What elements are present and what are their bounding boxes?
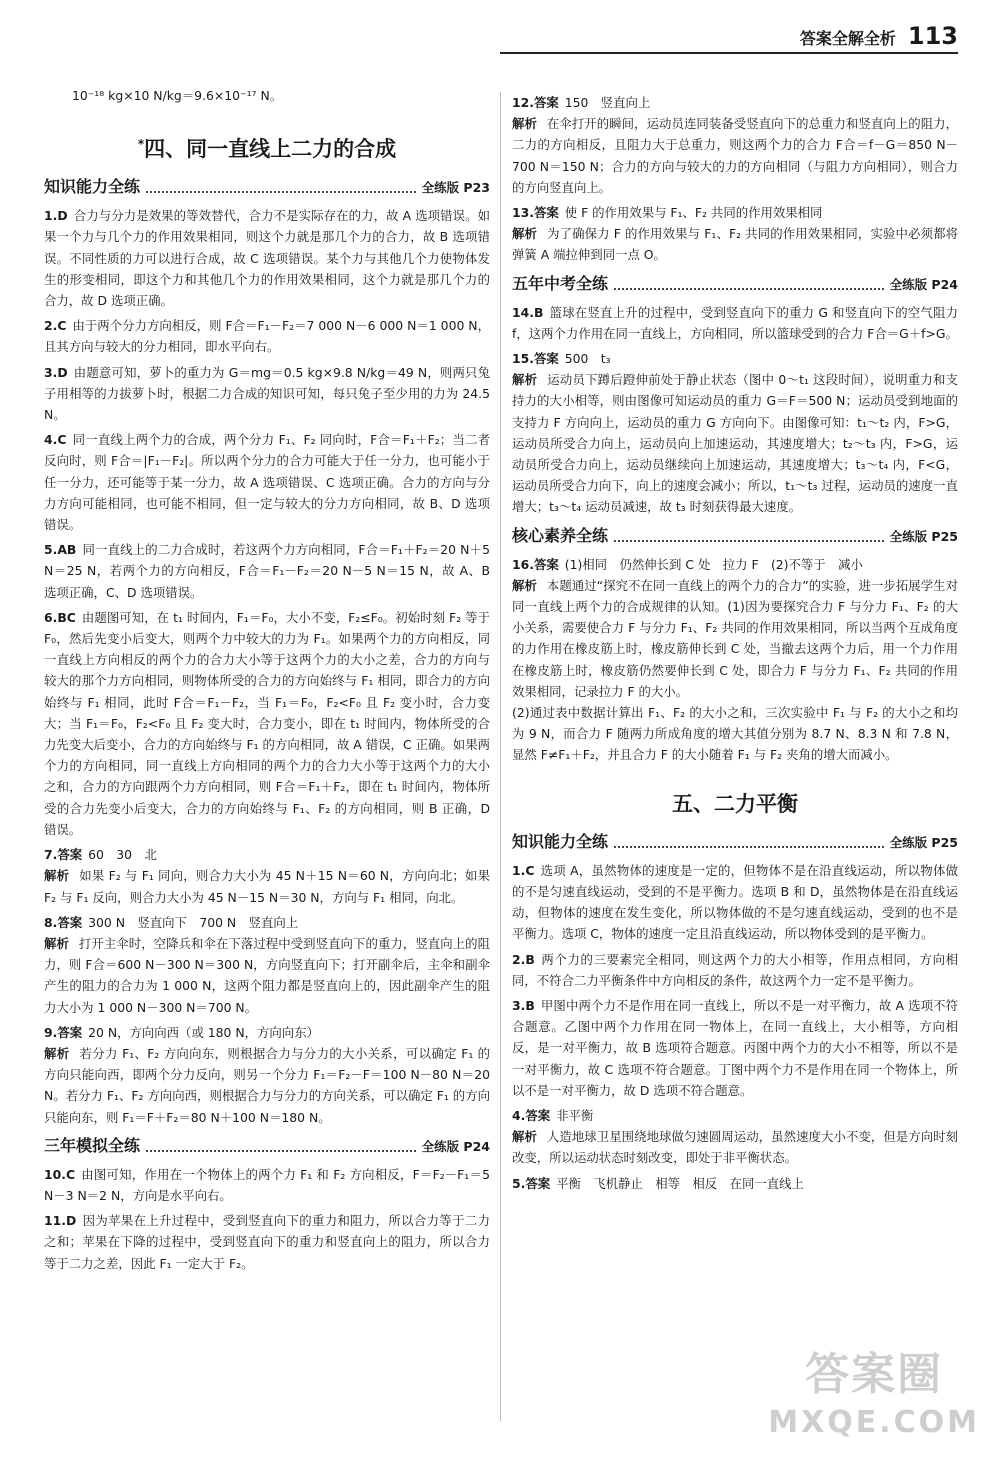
analysis-13 (512, 223, 958, 265)
question-number: 4.C (44, 432, 67, 448)
question-number: 10.C (44, 1166, 76, 1182)
answer-text: (1)相同 仍然伸长到 C 处 拉力 F (2)不等于 减小 (564, 556, 863, 572)
section-tag: 全练版 P24 (421, 1138, 490, 1154)
question-number: 2.C (44, 318, 67, 334)
analysis-label: 解析 (512, 372, 538, 388)
question-number: 5.AB (44, 542, 77, 558)
analysis-7 (44, 865, 490, 907)
question-number: 1.D (44, 208, 68, 224)
analysis-text: 人造地球卫星围绕地球做匀速圆周运动，虽然速度大小不变，但是方向时刻改变，所以运动状态时刻改变，即处于非平衡状态。 (512, 1129, 959, 1166)
answer-label: 4.答案 (512, 1107, 551, 1123)
answer-label: 8.答案 (44, 914, 83, 930)
watermark-line1: 答案圈 (805, 1349, 944, 1400)
answer-7 (44, 844, 490, 865)
analysis-9 (44, 1043, 490, 1128)
section-title: 知识能力全练 (44, 177, 141, 197)
section-title: 知识能力全练 (512, 831, 609, 851)
question-5 (44, 539, 490, 603)
answer-12 (512, 92, 958, 113)
answer-16 (512, 554, 958, 575)
answer-r4 (512, 1105, 958, 1126)
analysis-text: 为了确保力 F 的作用效果与 F₁、F₂ 共同的作用效果相同，实验中必须都将弹簧 A 端拉伸到同一点 O。 (512, 226, 958, 263)
section-header (44, 175, 490, 199)
question-r3 (512, 995, 958, 1101)
continued-line: 10⁻¹⁸ kg×10 N/kg＝9.6×10⁻¹⁷ N。 (72, 88, 283, 103)
chapter-title-5: 五、二力平衡 (672, 791, 798, 816)
question-text: 由题意可知，萝卜的重力为 G＝mg＝0.5 kg×9.8 N/kg＝49 N，则两只兔子用相等的力拔萝卜时，根据二力合成的知识可知，每只兔子至少用的力为 24.5 N。 (44, 364, 490, 423)
analysis-label: 解析 (44, 1045, 70, 1061)
question-text: 篮球在竖直上升的过程中，受到竖直向下的重力 G 和竖直向下的空气阻力 f，这两个力作用在同一直线上，方向相同，所以篮球受到的合力 F合＝G＋f>G。 (512, 304, 958, 341)
analysis-text: 本题通过“探究不在同一直线上的两个力的合力”的实验，进一步拓展学生对同一直线上两个力的合成规律的认知。(1)因为要探究合力 F 与分力 F₁、F₂ 的大小关系，需要使合力 F 与分力 F₁、F₂ 共同的作用效果相同，所以当两个互成角度的力作用在橡皮筋上时，橡皮筋伸长到 C 处，当撤去这两个力后，用一个力作用在橡皮筋上时，橡皮筋仍然要伸长到 C 处，即合力 F 与分力 F₁、F₂ 共同的作用效果相同，记录拉力 F 的大小。 (512, 577, 958, 699)
answer-9 (44, 1022, 490, 1043)
section-title: 五年中考全练 (512, 273, 609, 293)
question-2 (44, 315, 490, 357)
answer-text: 20 N，方向向西（或 180 N，方向向东） (88, 1024, 319, 1040)
question-4 (44, 429, 490, 535)
question-11 (44, 1210, 490, 1274)
answer-15 (512, 348, 958, 369)
analysis-text: 若分力 F₁、F₂ 方向向东，则根据合力与分力的大小关系，可以确定 F₁ 的方向只能向西，即两个分力反向，则另一个分力 F₁＝F₂－F＝100 N－80 N＝20 N。若分力 F₁、F₂ 方向向西，则根据合力与分力的方向关系，可以确定 F₁ 的方向只能向东，则 F₁＝F＋F₂＝80 N＋100 N＝180 N。 (44, 1045, 491, 1125)
answer-text: 非平衡 (556, 1107, 594, 1123)
question-number: 3.B (512, 997, 535, 1013)
section-leader (614, 540, 884, 542)
question-text: 甲图中两个力不是作用在同一直线上，所以不是一对平衡力，故 A 选项不符合题意。乙图中两个力作用在同一物体上，在同一直线上，大小相等，方向相反，是一对平衡力，故 B 选项符合题意。丙图中两个力的大小不相等，所以不是一对平衡力，故 C 选项不符合题意。丁图中两个力不是作用在同一个物体上，所以不是一对平衡力，故 D 选项不符合题意。 (512, 997, 958, 1098)
analysis-label: 解析 (512, 226, 538, 242)
analysis-12 (512, 113, 958, 198)
section-header (512, 524, 958, 548)
question-14 (512, 302, 958, 344)
section-leader (146, 1150, 416, 1152)
analysis-label: 解析 (512, 1129, 537, 1145)
question-r1 (512, 860, 958, 945)
question-number: 2.B (512, 951, 535, 967)
header-title: 答案全解全析 (799, 29, 896, 48)
page-header (800, 22, 958, 50)
analysis-16 (512, 575, 958, 702)
analysis-15 (512, 369, 958, 517)
section-header (512, 830, 958, 854)
answer-label: 7.答案 (44, 847, 83, 863)
answer-13 (512, 202, 958, 223)
answer-label: 16.答案 (512, 556, 559, 572)
question-text: 因为苹果在上升过程中，受到竖直向下的重力和阻力，所以合力等于二力之和；苹果在下降的过程中，受到竖直向下的重力和竖直向上的阻力，所以合力等于二力之差，因此 F₁ 一定大于 F₂。 (44, 1213, 490, 1271)
page-number: 113 (907, 22, 958, 50)
question-number: 11.D (44, 1213, 77, 1229)
question-text: 两个力的三要素完全相同，则这两个力的大小相等，作用点相同，方向相同，不符合二力平衡条件中方向相反的条件，故这两个力一定不是平衡力。 (512, 951, 958, 988)
section-header (44, 1134, 490, 1158)
watermark-line2: MXQE.COM (768, 1405, 980, 1440)
chapter-title-text: 四、同一直线上二力的合成 (144, 137, 397, 162)
question-text: 合力与分力是效果的等效替代，合力不是实际存在的力，故 A 选项错误。如果一个力与几个力的作用效果相同，则这个力就是那几个力的合力，故 B 选项错误。不同性质的力可以进行合成，故 C 选项错误。某个力与其他几个力使物体发生的形变相同，即这个力和其他几个力的作用效果相同，这个力就是那几个力的合力，故 D 选项正确。 (44, 208, 490, 309)
watermark-logo (768, 1351, 980, 1447)
question-6 (44, 607, 490, 840)
section-tag: 全练版 P25 (889, 528, 958, 544)
analysis-text: 运动员下蹲后蹬伸前处于静止状态（图中 0～t₁ 这段时间），说明重力和支持力的大小相等，则由图像可知运动员的重力 G＝F＝500 N；运动员受到地面的支持力 F 方向向上，运动员的重力 G 方向向下。由图像可知：t₁～t₂ 内，F>G，运动员所受合力向上，运动员向上加速运动，其速度增大；t₂～t₃ 内，F>G，运动员所受合力向上，运动员继续向上加速运动，其速度增大；t₃～t₄ 内，F<G，运动员所受合力向下，向上的速度会减小；所以，t₁～t₃ 过程，运动员的速度一直增大；t₃～t₄ 运动员减速，故 t₃ 时刻获得最大速度。 (512, 372, 959, 515)
chapter-star: * (137, 137, 145, 152)
chapter-title-4 (44, 128, 490, 165)
answer-label: 9.答案 (44, 1024, 83, 1040)
question-10 (44, 1164, 490, 1206)
answer-r5 (512, 1173, 958, 1194)
question-3 (44, 362, 490, 426)
analysis-text: 如果 F₂ 与 F₁ 同向，则合力大小为 45 N＋15 N＝60 N，方向向北；如果 F₂ 与 F₁ 反向，则合力大小为 45 N－15 N＝30 N，方向与 F₁ 相同，向北。 (44, 868, 490, 905)
question-r2 (512, 949, 958, 991)
answer-label: 15.答案 (512, 351, 559, 367)
answer-text: 使 F 的作用效果与 F₁、F₂ 共同的作用效果相同 (564, 205, 823, 221)
question-1 (44, 205, 490, 311)
question-text: 由于两个分力方向相反，则 F合＝F₁－F₂＝7 000 N－6 000 N＝1 000 N，且其方向与较大的分力相同，即水平向右。 (44, 318, 490, 355)
question-text: 同一直线上的二力合成时，若这两个力方向相同，F合＝F₁＋F₂＝20 N＋5 N＝25 N，若两个力的方向相反，F合＝F₁－F₂＝20 N－5 N＝15 N，故 A、B 选项正确，C、D 选项错误。 (44, 542, 490, 600)
question-text: 同一直线上两个力的合成，两个分力 F₁、F₂ 同向时，F合＝F₁＋F₂；当二者反向时，则 F合＝|F₁－F₂|。所以两个分力的合力可能大于任一分力，也可能小于任一分力，还可能等于某一分力，故 A 选项错误、C 选项正确。合力的方向与分力方向可能相同，也可能不相同，但一定与较大的分力方向相同，故 B、D 选项错误。 (44, 432, 490, 533)
column-divider (500, 92, 501, 1421)
analysis-label: 解析 (512, 577, 537, 593)
section-leader (614, 846, 884, 848)
question-number: 1.C (512, 862, 535, 878)
analysis-label: 解析 (44, 868, 70, 884)
section-tag: 全练版 P25 (889, 834, 958, 850)
question-number: 6.BC (44, 609, 76, 625)
right-column (512, 92, 958, 1194)
answer-label: 13.答案 (512, 205, 559, 221)
section-leader (146, 191, 416, 193)
section-title: 核心素养全练 (512, 525, 609, 545)
question-text: 由图可知，作用在一个物体上的两个力 F₁ 和 F₂ 方向相反，F＝F₂－F₁＝5 N－3 N＝2 N，方向是水平向右。 (44, 1166, 490, 1203)
analysis-16-part2: (2)通过表中数据计算出 F₁、F₂ 的大小之和，三次实验中 F₁ 与 F₂ 的大小之和均为 9 N，而合力 F 随两力所成角度的增大其值分别为 8.7 N、8.3 N 和 7.8 N，显然 F≠F₁＋F₂，并且合力 F 的大小随着 F₁ 与 F₂ 夹角的增大而减小。 (512, 705, 958, 763)
question-text: 选项 A，虽然物体的速度是一定的，但物体不是在沿直线运动，所以物体做的不是匀速直线运动，受到的不是平衡力。选项 B 和 D，虽然物体是在沿直线运动，但物体的速度在发生变化，所以物体做的不是匀速直线运动，受到的也不是平衡力。选项 C，物体的速度一定且沿直线运动，所以物体受到的是平衡力。 (512, 862, 958, 942)
answer-text: 300 N 竖直向下 700 N 竖直向上 (88, 914, 299, 930)
header-rule (500, 52, 958, 54)
answer-text: 平衡 飞机静止 相等 相反 在同一直线上 (556, 1175, 804, 1191)
section-title: 三年模拟全练 (44, 1135, 141, 1155)
answer-text: 150 竖直向上 (564, 95, 651, 110)
section-tag: 全练版 P23 (421, 180, 490, 196)
analysis-label: 解析 (512, 116, 537, 132)
section-tag: 全练版 P24 (889, 276, 958, 292)
question-text: 由题图可知，在 t₁ 时间内，F₁＝F₀，大小不变，F₂≤F₀。初始时刻 F₂ 等于 F₀，然后先变小后变大，则两个力中较大的力为 F₁。如果两个力的方向相反，同一直线上方向相反的两个力的合力大小等于这两个力的大小之差，合力的方向与较大的那个力方向相同，则物体所受的合力的方向始终与 F₁ 相同，即合力的方向始终与 F₁ 相同，此时 F合＝F₁－F₂，当 F₁＝F₀，F₂<F₀ 且 F₂ 变小时，合力变大；当 F₁＝F₀，F₂<F₀ 且 F₂ 变大时，合力变小，即在 t₁ 时间内，物体所受的合力先变大后变小，合力的方向始终与 F₁ 的方向相同，故 A 错误，C 正确。如果两个力的方向相同，同一直线上方向相同的两个力的合力大小等于这两个力的大小之和，合力的方向跟两个力方向相同，则 F合＝F₁＋F₂，即在 t₁ 时间内，物体所受的合力先变小后变大，合力的方向始终与 F₁、F₂ 的方向相同，则 B 正确，D 错误。 (44, 609, 490, 837)
question-number: 3.D (44, 364, 68, 380)
analysis-text: 在伞打开的瞬间，运动员连同装备受竖直向下的总重力和竖直向上的阻力，二力的方向相反，且阻力大于总重力，则这两个力的合力 F合＝f－G＝850 N－700 N＝150 N；合力的方向与较大的力的方向相同（与阻力方向相同），则合力的方向竖直向上。 (512, 116, 959, 195)
left-column (44, 85, 490, 1278)
answer-label: 5.答案 (512, 1175, 551, 1191)
section-header (512, 272, 958, 296)
answer-text: 60 30 北 (88, 847, 157, 863)
analysis-text: 打开主伞时，空降兵和伞在下落过程中受到竖直向下的重力，竖直向上的阻力，则 F合＝600 N－300 N＝300 N，方向竖直向下；打开副伞后，主伞和副伞产生的阻力的合力为 1 000 N，这两个阻力都是竖直向上的，因此副伞产生的阻力大小为 1 000 N－300 N＝700 N。 (44, 935, 491, 1015)
analysis-label: 解析 (44, 935, 69, 951)
analysis-8 (44, 933, 490, 1018)
answer-label: 12.答案 (512, 95, 559, 110)
answer-text: 500 t₃ (564, 351, 611, 367)
section-leader (614, 288, 884, 290)
question-number: 14.B (512, 304, 544, 320)
answer-8 (44, 912, 490, 933)
analysis-r4 (512, 1126, 958, 1168)
